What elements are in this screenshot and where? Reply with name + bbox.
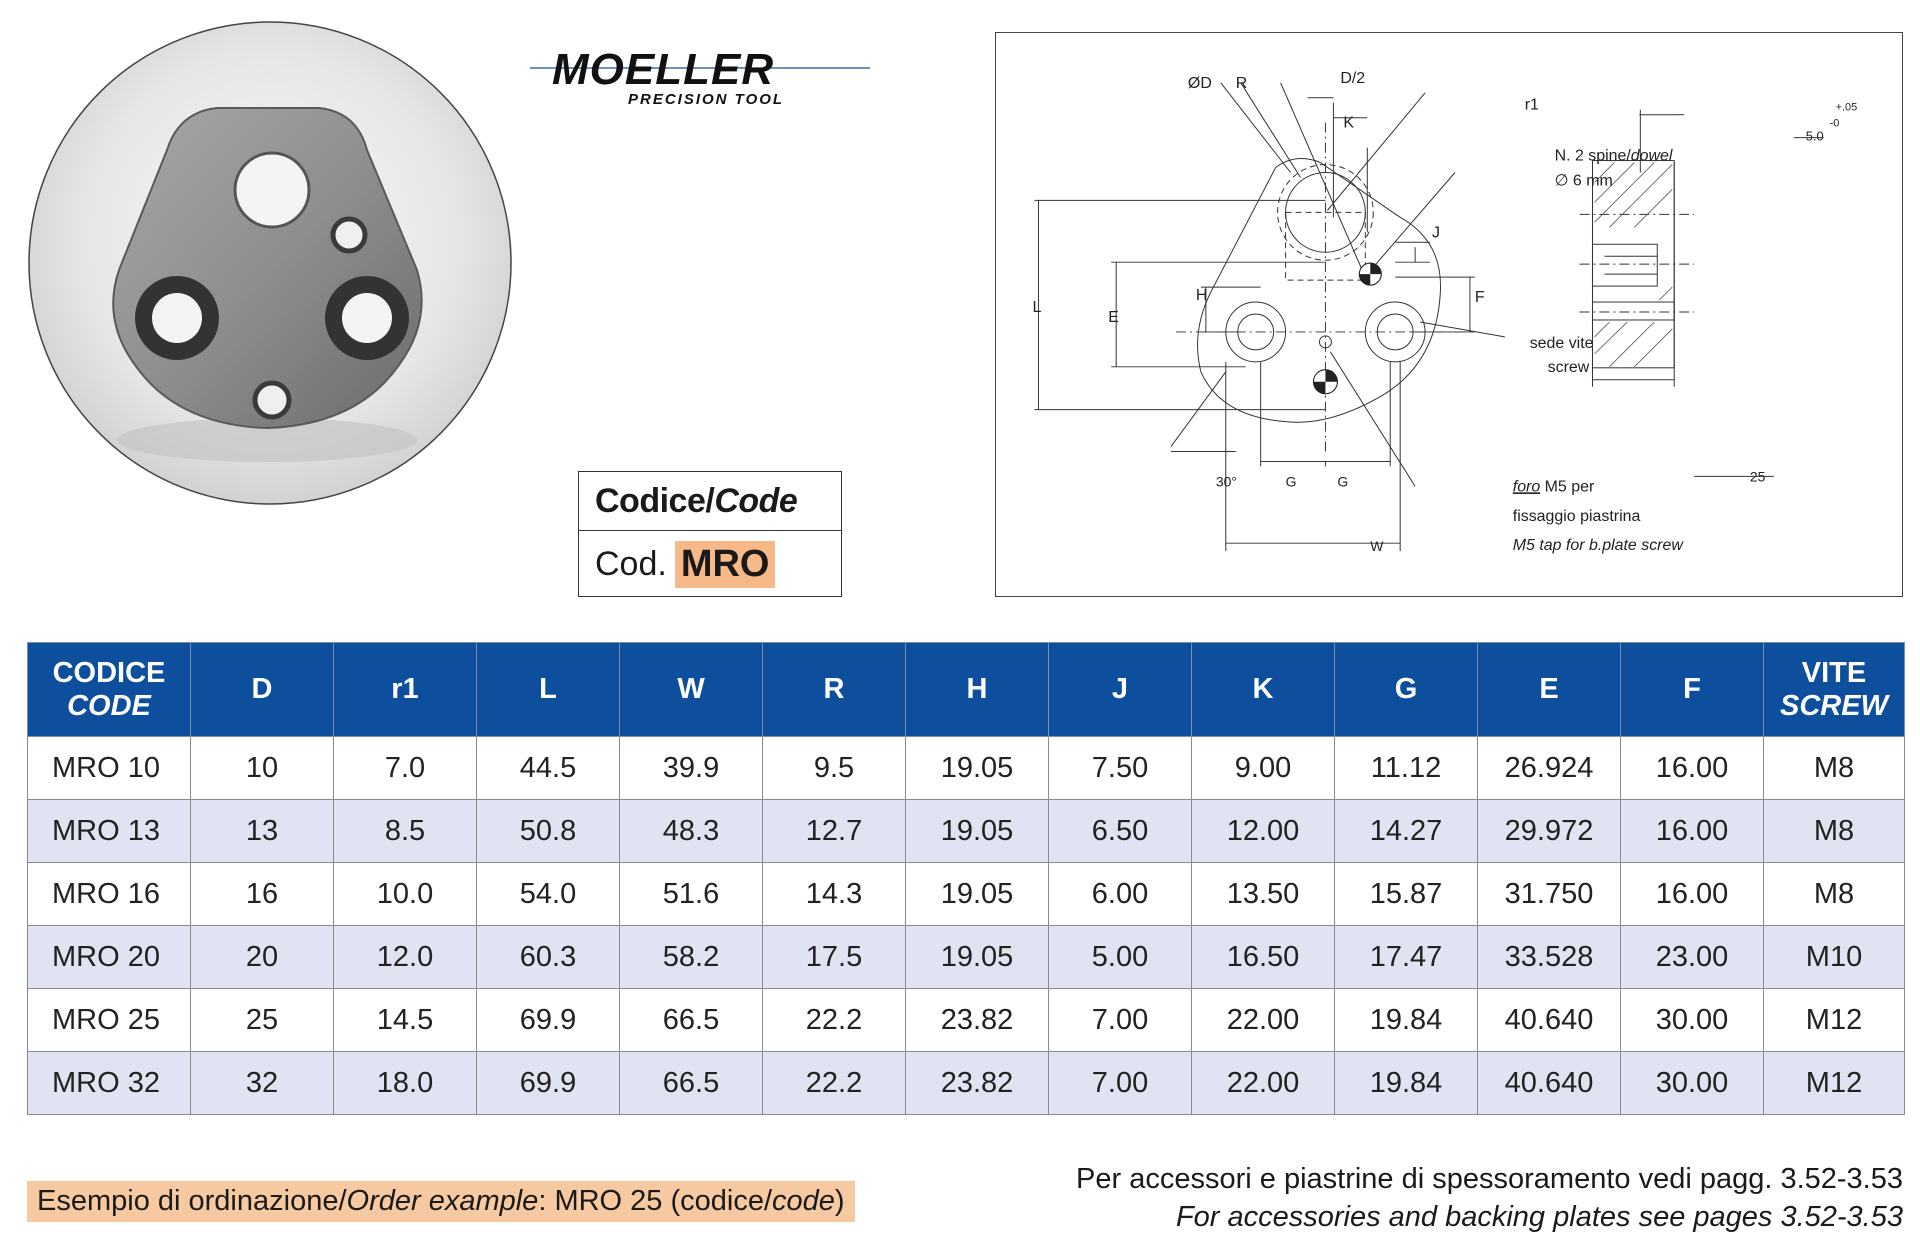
technical-drawing	[995, 32, 1903, 597]
table-cell: 66.5	[620, 1052, 763, 1115]
table-cell: 10	[191, 737, 334, 800]
table-cell: 6.00	[1049, 863, 1192, 926]
label-seat-1: sede vite	[1529, 334, 1594, 352]
table-cell: 13.50	[1192, 863, 1335, 926]
table-cell: 19.05	[906, 863, 1049, 926]
cell-code: MRO 32	[28, 1052, 191, 1115]
code-box	[578, 471, 842, 597]
column-header: J	[1049, 643, 1192, 737]
label-d2: D/2	[1340, 69, 1366, 87]
table-cell: 16.50	[1192, 926, 1335, 989]
label-l: L	[1032, 299, 1042, 317]
table-cell: 16.00	[1621, 737, 1764, 800]
accessories-note	[1076, 1160, 1903, 1236]
table-cell: 18.0	[334, 1052, 477, 1115]
table-cell: 19.05	[906, 926, 1049, 989]
table-cell: 9.00	[1192, 737, 1335, 800]
table-cell: 69.9	[477, 989, 620, 1052]
label-k: K	[1343, 114, 1355, 132]
label-r1: r1	[1524, 96, 1539, 114]
table-row	[28, 926, 1905, 989]
table-cell: 19.84	[1335, 1052, 1478, 1115]
table-cell: 7.00	[1049, 989, 1192, 1052]
cell-code: MRO 10	[28, 737, 191, 800]
moeller-logo	[530, 38, 870, 108]
table-cell: 25	[191, 989, 334, 1052]
table-cell: 7.00	[1049, 1052, 1192, 1115]
table-cell: 14.3	[763, 863, 906, 926]
table-cell: 15.87	[1335, 863, 1478, 926]
table-cell: 22.2	[763, 989, 906, 1052]
table-cell: 40.640	[1478, 989, 1621, 1052]
table-cell: 10.0	[334, 863, 477, 926]
label-tap-2: fissaggio piastrina	[1512, 508, 1641, 526]
table-header	[28, 643, 1905, 737]
table-cell: 58.2	[620, 926, 763, 989]
label-j: J	[1432, 224, 1441, 242]
label-width: 25	[1749, 468, 1766, 485]
table-row	[28, 737, 1905, 800]
column-header: G	[1335, 643, 1478, 737]
table-row	[28, 989, 1905, 1052]
label-e: E	[1108, 308, 1119, 326]
column-header: D	[191, 643, 334, 737]
table-cell: 6.50	[1049, 800, 1192, 863]
table-cell: 9.5	[763, 737, 906, 800]
column-header: r1	[334, 643, 477, 737]
dowel-symbol	[1313, 370, 1337, 394]
table-cell: 8.5	[334, 800, 477, 863]
table-cell: 50.8	[477, 800, 620, 863]
table-cell: M12	[1764, 989, 1905, 1052]
label-f: F	[1474, 289, 1485, 307]
table-row	[28, 800, 1905, 863]
note-italian: Per accessori e piastrine di spessoramento vedi pagg. 3.52-3.53	[1076, 1163, 1903, 1195]
column-header: VITE SCREW	[1764, 643, 1905, 737]
label-tol-plus: +.05	[1835, 101, 1858, 114]
column-header: E	[1478, 643, 1621, 737]
table-cell: 23.00	[1621, 926, 1764, 989]
logo-tagline: PRECISION TOOL	[628, 91, 785, 108]
table-cell: 22.00	[1192, 1052, 1335, 1115]
table-cell: 11.12	[1335, 737, 1478, 800]
label-tol-zero: -0	[1829, 117, 1840, 130]
table-cell: 12.0	[334, 926, 477, 989]
code-highlight: MRO	[675, 541, 776, 588]
order-example: Esempio di ordinazione/ Order example : MRO 25 (codice/ code )	[27, 1181, 855, 1222]
spec-table	[27, 642, 1905, 1115]
table-cell: 31.750	[1478, 863, 1621, 926]
table-cell: 19.05	[906, 737, 1049, 800]
table-cell: 30.00	[1621, 1052, 1764, 1115]
code-box-header: Codice/ Code	[579, 472, 841, 531]
cell-code: MRO 16	[28, 863, 191, 926]
table-cell: M8	[1764, 800, 1905, 863]
column-header: R	[763, 643, 906, 737]
table-cell: 16.00	[1621, 863, 1764, 926]
label-g2: G	[1337, 473, 1349, 490]
table-cell: 13	[191, 800, 334, 863]
table-cell: 19.05	[906, 800, 1049, 863]
table-cell: M8	[1764, 737, 1905, 800]
label-r: R	[1235, 74, 1248, 92]
column-header: L	[477, 643, 620, 737]
label-tap-3: M5 tap for b.plate screw	[1512, 537, 1683, 555]
table-cell: 51.6	[620, 863, 763, 926]
table-cell: 16.00	[1621, 800, 1764, 863]
table-cell: 33.528	[1478, 926, 1621, 989]
table-cell: 16	[191, 863, 334, 926]
label-thick: 5.0	[1805, 128, 1824, 144]
table-cell: M10	[1764, 926, 1905, 989]
table-cell: 17.47	[1335, 926, 1478, 989]
table-cell: 60.3	[477, 926, 620, 989]
cell-code: MRO 25	[28, 989, 191, 1052]
table-cell: 39.9	[620, 737, 763, 800]
table-cell: 22.00	[1192, 989, 1335, 1052]
label-angle: 30°	[1215, 473, 1237, 490]
product-photo	[27, 20, 513, 506]
table-body	[28, 737, 1905, 1115]
label-od: ØD	[1187, 74, 1212, 92]
table-cell: M8	[1764, 863, 1905, 926]
code-box-value: Cod. MRO	[579, 531, 841, 597]
table-cell: 29.972	[1478, 800, 1621, 863]
table-cell: 30.00	[1621, 989, 1764, 1052]
column-header: W	[620, 643, 763, 737]
table-cell: 32	[191, 1052, 334, 1115]
column-header: K	[1192, 643, 1335, 737]
column-header: H	[906, 643, 1049, 737]
label-w: W	[1370, 538, 1384, 555]
table-cell: 12.7	[763, 800, 906, 863]
table-cell: 19.84	[1335, 989, 1478, 1052]
cell-code: MRO 13	[28, 800, 191, 863]
table-cell: 7.50	[1049, 737, 1192, 800]
table-row	[28, 1052, 1905, 1115]
table-cell: 17.5	[763, 926, 906, 989]
table-cell: 20	[191, 926, 334, 989]
table-cell: 26.924	[1478, 737, 1621, 800]
label-seat-2: screw	[1547, 358, 1590, 376]
table-cell: 5.00	[1049, 926, 1192, 989]
cell-code: MRO 20	[28, 926, 191, 989]
label-dowel-size: ∅ 6 mm	[1554, 172, 1613, 190]
label-dowel: N. 2 spine/dowel	[1554, 147, 1673, 165]
table-cell: 7.0	[334, 737, 477, 800]
table-row	[28, 863, 1905, 926]
note-english: For accessories and backing plates see pages 3.52-3.53	[1175, 1201, 1903, 1233]
column-header: CODICE CODE	[28, 643, 191, 737]
column-header: F	[1621, 643, 1764, 737]
table-cell: 40.640	[1478, 1052, 1621, 1115]
label-h: H	[1195, 287, 1208, 305]
table-cell: 23.82	[906, 989, 1049, 1052]
table-cell: 44.5	[477, 737, 620, 800]
logo-brand: MOELLER	[552, 45, 775, 94]
table-cell: 22.2	[763, 1052, 906, 1115]
table-cell: 12.00	[1192, 800, 1335, 863]
table-cell: 14.27	[1335, 800, 1478, 863]
dowel-symbol	[1359, 263, 1381, 285]
table-cell: 69.9	[477, 1052, 620, 1115]
table-cell: 66.5	[620, 989, 763, 1052]
table-cell: 54.0	[477, 863, 620, 926]
table-cell: M12	[1764, 1052, 1905, 1115]
table-cell: 48.3	[620, 800, 763, 863]
table-cell: 14.5	[334, 989, 477, 1052]
table-cell: 23.82	[906, 1052, 1049, 1115]
label-tap-1: foro M5 per	[1512, 478, 1595, 496]
label-g1: G	[1285, 473, 1297, 490]
